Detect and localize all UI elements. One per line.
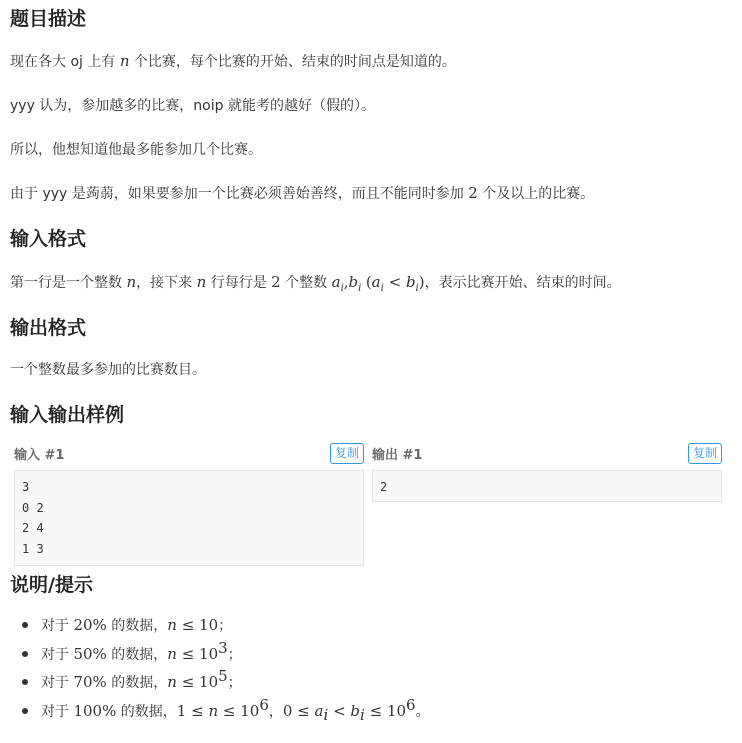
math-percent: 100%	[73, 701, 117, 720]
text-segment: 的数据，	[106, 618, 168, 634]
output-format-paragraph: 一个整数最多参加的比赛数目。	[10, 362, 206, 378]
code-line: 0 2	[22, 500, 44, 515]
math-number: 10	[386, 701, 407, 720]
description-paragraph-3: 所以，他想知道他最多能参加几个比赛。	[10, 142, 262, 158]
sample-input-label: 输入 #1	[14, 447, 65, 463]
hint-item	[41, 611, 430, 640]
sample-input-block	[14, 442, 364, 566]
math-percent: 70%	[73, 673, 107, 691]
code-line: 3	[22, 480, 30, 494]
math-number: 10	[199, 673, 219, 691]
math-number: 2	[468, 184, 478, 202]
math-number: 1 ≤	[176, 701, 209, 720]
math-sub-i: i	[380, 283, 384, 294]
text-segment: 对于	[41, 646, 74, 663]
math-sub-i: i	[358, 283, 362, 294]
output-format-title: 输出格式	[10, 317, 87, 339]
math-var-b: b	[405, 273, 416, 291]
math-var-a: a	[314, 701, 324, 720]
math-number: 10	[240, 701, 260, 720]
math-percent: 50%	[73, 644, 107, 663]
math-exponent: 6	[406, 695, 416, 714]
text-segment: ，接下来	[136, 275, 197, 291]
math-number: 0 ≤	[282, 701, 315, 720]
copy-output-button[interactable]: 复制	[688, 443, 722, 464]
math-var-n: n	[196, 273, 207, 291]
text-segment: ；	[227, 675, 242, 691]
math-op: ≤	[176, 644, 200, 663]
description-paragraph-2: yyy 认为，参加越多的比赛，noip 就能考的越好（假的）。	[10, 98, 375, 114]
description-title: 题目描述	[10, 8, 87, 30]
text-segment: 行每行是	[206, 275, 272, 291]
code-line: 2	[380, 480, 388, 494]
text-segment: ，表示比赛开始、结束的时间。	[424, 275, 621, 291]
text-segment: 第一行是一个整数	[10, 275, 127, 291]
math-sub-i: i	[415, 283, 419, 294]
hint-item	[41, 697, 430, 726]
hint-item	[41, 640, 430, 669]
text-segment: 对于	[41, 675, 74, 691]
math-var-n: n	[167, 673, 177, 691]
math-exponent: 6	[259, 695, 269, 714]
description-paragraph-4	[10, 183, 594, 204]
math-var-b: b	[348, 273, 359, 291]
math-sub-i: i	[340, 283, 344, 294]
text-segment: 对于	[41, 618, 74, 634]
samples-title: 输入输出样例	[10, 404, 125, 426]
text-segment: 。	[415, 703, 430, 720]
code-line: 1 3	[22, 541, 44, 556]
math-exponent: 3	[218, 638, 228, 657]
sample-input-header	[14, 442, 364, 464]
math-condition: $(a_i < b_i)$	[365, 273, 425, 294]
sample-output-label: 输出 #1	[372, 447, 423, 463]
input-format-paragraph	[10, 272, 621, 293]
math-var-n: n	[208, 701, 219, 720]
code-line: 2 4	[22, 521, 44, 535]
math-sub-i: i	[323, 705, 329, 724]
math-sub-i: i	[360, 705, 365, 724]
text-segment: 的数据，	[106, 675, 168, 691]
text-segment: 对于	[41, 703, 74, 720]
hints-title: 说明/提示	[10, 574, 93, 596]
sample-output-block	[372, 442, 722, 502]
text-segment: 的数据，	[106, 646, 168, 663]
input-format-title: 输入格式	[10, 228, 87, 250]
math-op: ≤	[176, 616, 200, 634]
math-number: 10	[199, 616, 219, 634]
text-segment: ；	[227, 646, 242, 663]
text-segment: 个整数	[280, 275, 332, 291]
copy-input-button[interactable]: 复制	[330, 443, 364, 464]
math-var-n: n	[119, 52, 130, 70]
description-paragraph-1	[10, 51, 456, 72]
text-segment: 个比赛，每个比赛的开始、结束的时间点是知道的。	[129, 54, 456, 70]
text-segment: 个及以上的比赛。	[477, 186, 595, 202]
hint-item	[41, 668, 430, 697]
math-var-a: a	[371, 273, 381, 291]
math-op: ≤	[364, 701, 387, 720]
math-var-b: b	[350, 701, 361, 720]
math-var-n: n	[167, 644, 177, 663]
math-var-n: n	[167, 616, 177, 634]
math-percent: 20%	[73, 616, 107, 634]
math-number: 10	[199, 644, 219, 663]
math-ai-bi: $a_i,b_i$	[331, 273, 362, 294]
math-op: ≤	[176, 673, 200, 691]
math-number: 2	[271, 273, 281, 291]
text-segment: 由于 yyy 是蒟蒻，如果要参加一个比赛必须善始善终，而且不能同时参加	[10, 186, 469, 202]
sample-output-header	[372, 442, 722, 464]
sample-output-code[interactable]	[372, 470, 722, 502]
text-segment: 的数据，	[116, 703, 177, 720]
math-var-n: n	[126, 273, 137, 291]
math-op: ≤	[218, 701, 241, 720]
hints-list	[10, 611, 430, 725]
sample-input-code[interactable]	[14, 470, 364, 566]
text-segment: 现在各大 oj 上有	[10, 54, 120, 70]
math-exponent: 5	[218, 667, 228, 685]
math-var-a: a	[331, 273, 341, 291]
text-segment: ，	[268, 703, 283, 720]
math-op: <	[328, 701, 351, 720]
text-segment: ；	[218, 618, 233, 634]
